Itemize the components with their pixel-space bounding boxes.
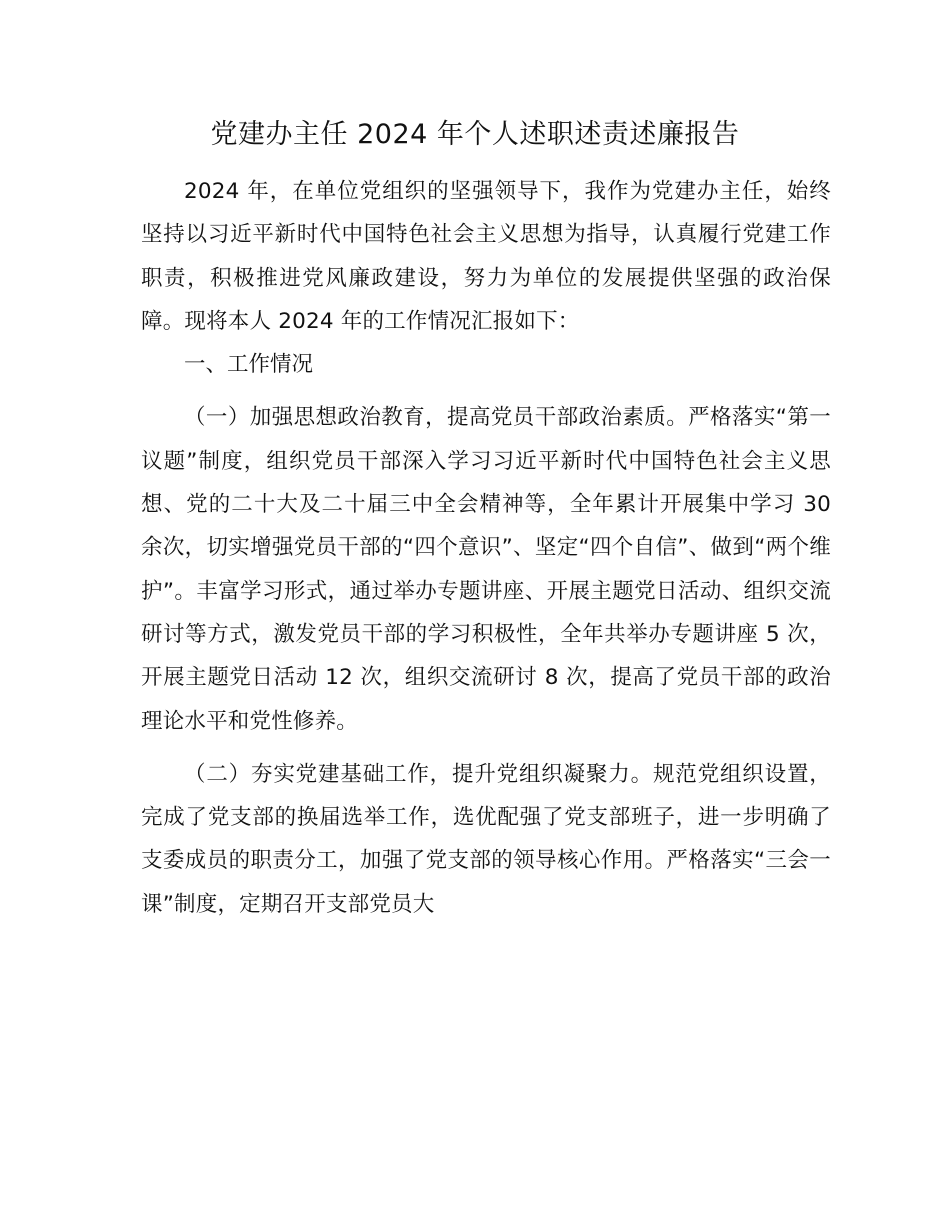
paragraph-1: （一）加强思想政治教育，提高党员干部政治素质。严格落实“第一议题”制度，组织党员干部深入学习习近平新时代中国特色社会主义思想、党的二十大及二十届三中全会精神等，全年累计开展集中学习 30 余次，切实增强党员干部的“四个意识”、坚定“四个自信”、做到“两个维护”。丰富学习形式，通过举办专题讲座、开展主题党日活动、组织交流研讨等方式，激发党员干部的学习积极性，全年共举办专题讲座 5 次，开展主题党日活动 12 次，组织交流研讨 8 次，提高了党员干部的政治理论水平和党性修养。 xyxy=(141,405,831,734)
intro-paragraph: 2024 年，在单位党组织的坚强领导下，我作为党建办主任，始终坚持以习近平新时代中国特色社会主义思想为指导，认真履行党建工作职责，积极推进党风廉政建设，努力为单位的发展提供坚强的政治保障。现将本人 2024 年的工作情况汇报如下： xyxy=(141,179,831,334)
section-heading: 一、工作情况 xyxy=(184,352,314,378)
document-body xyxy=(141,170,831,926)
document-title: 党建办主任 2024 年个人述职述责述廉报告 xyxy=(210,119,740,150)
paragraph-2: （二）夯实党建基础工作，提升党组织凝聚力。规范党组织设置，完成了党支部的换届选举工作，选优配强了党支部班子，进一步明确了支委成员的职责分工，加强了党支部的领导核心作用。严格落实“三会一课”制度，定期召开支部党员大 xyxy=(141,761,831,917)
